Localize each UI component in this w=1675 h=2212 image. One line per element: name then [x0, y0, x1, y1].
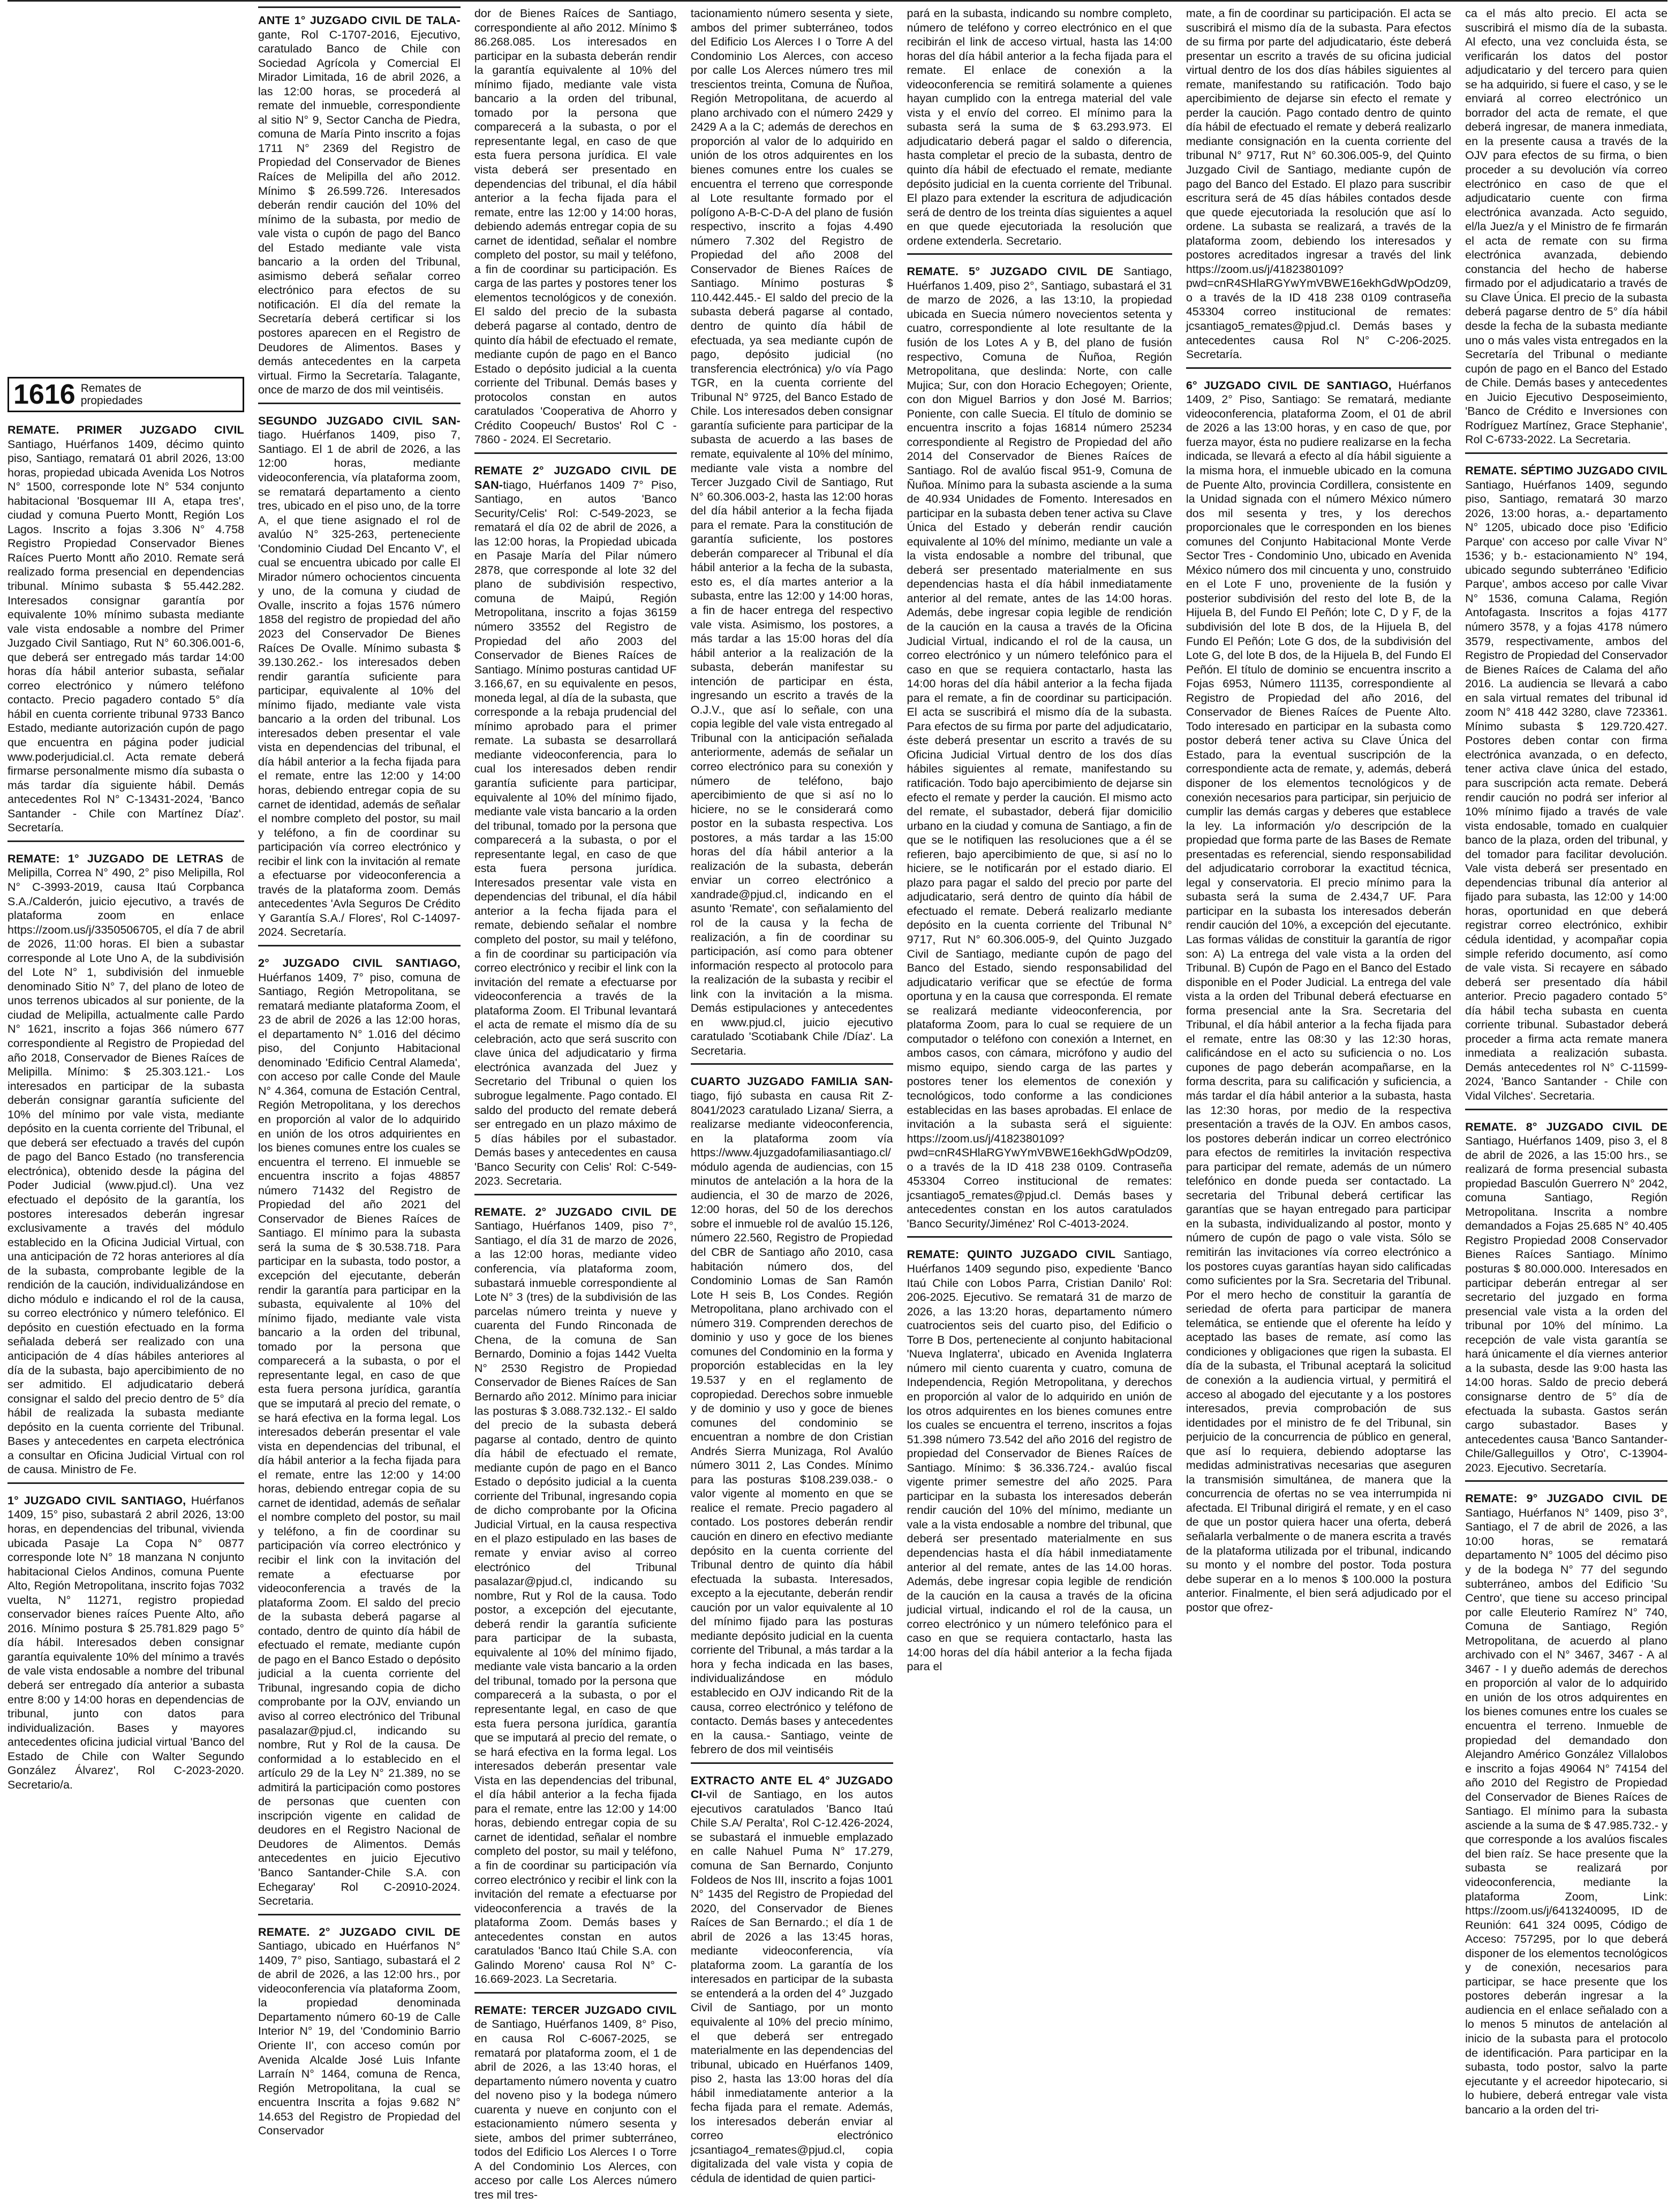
- notice-body: Santiago, Huérfanos N° 1409, piso 3°, Santiago, el 7 de abril de 2026, a las 10:00 horas, se rematará departamento N° 1005 del décimo piso y de la bodega N° 77 del segundo subterráneo, ambos del Edificio 'Su Centro', que tiene su acceso principal por calle Eleuterio Ramírez N° 740, Comuna de Santiago, Región Metropolitana, de acuerdo al plano archivado con el N° 3467, 3467 - A al 3467 - I y dueño además de derechos en proporción al valor de lo adquirido en unión de los otros adquirentes en los bienes comunes entre los cuales se encuentra el terreno. Inmueble de propiedad del demandado don Alejandro Américo González Villalobos e inscrito a fojas 49064 N° 74154 del año 2010 del Registro de Propiedad del Conservador de Bienes Raíces de Santiago. El mínimo para la subasta asciende a la suma de $ 47.985.732.- y que corresponde a los avalúos fiscales del bien raíz. Se hace presente que la subasta se realizará por videoconferencia, mediante la plataforma Zoom, Link: https://zoom.us/j/6413240095, ID de Reunión: 641 324 0095, Código de Acceso: 757295, por lo que deberá disponer de los elementos tecnológicos y de conexión, necesarios para participar, se hace presente que los postores deberán ingresar a la audiencia en el enlace señalado con a lo menos 5 minutos de antelación al inicio de la subasta para el protocolo de identificación. Para participar en la subasta, todo postor, salvo la parte ejecutante y el acreedor hipotecario, si lo hubiere, deberá entregar vale vista bancario a la orden del tri-: [1465, 1506, 1668, 2116]
- notice-body: Huérfanos 1409, 7° piso, comuna de Santiago, Región Metropolitana, se rematará mediante plataforma Zoom, el 23 de abril de 2026 a las 12:00 horas, el departamento N° 1.016 del décimo piso, del Conjunto Habitacional denominado 'Edificio Central Alameda', con acceso por calle Conde del Maule N° 4.364, comuna de Estación Central, Región Metropolitana, y los derechos en proporción al valor de lo adquirido en unión de los otros adquirientes en los bienes comunes entre los cuales se encuentra el terreno. El inmueble se encuentra inscrito a fojas 48857 número 71432 del Registro de Propiedad del año 2021 del Conservador de Bienes Raíces de Santiago. El mínimo para la subasta será la suma de $ 30.538.718. Para participar en la subasta, todo postor, a excepción del ejecutante, deberán rendir la garantía para participar en la subasta, equivalente al 10% del mínimo fijado, mediante vale vista bancario a la orden del tribunal, tomado por la persona que comparecerá a la subasta, o por el representante legal, en caso de que esta fuera persona jurídica, garantía que se imputará al precio del remate, o se hará efectiva en la forma legal. Los interesados deberán presentar el vale vista en dependencias del tribunal, el día hábil anterior a la fecha fijada para el remate, entre las 12:00 y 14:00 horas, debiendo entregar copia de su carnet de identidad, además de señalar el nombre completo del postor, su mail y teléfono, a fin de coordinar su participación vía correo electrónico y recibir el link con la invitación del remate a efectuarse por videoconferencia a través de la plataforma Zoom. El saldo del precio de la subasta deberá pagarse al contado, dentro de quinto día hábil de efectuado el remate, mediante cupón de pago en el Banco Estado o depósito judicial a la cuenta corriente del Tribunal, ingresando copia de dicho comprobante por la OJV, enviando un aviso al correo electrónico del Tribunal pasalazar@pjud.cl, indicando su nombre, Rut y Rol de la causa. De conformidad a lo establecido en el artículo 29 de la Ley N° 21.389, no se admitirá la participación como postores de personas que cuenten con inscripción vigente en calidad de deudores en el Registro Nacional de Deudores de Alimentos. Demás antecedentes en juicio Ejecutivo 'Banco Santander-Chile S.A. con Echegaray' Rol C-20910-2024. Secretaria.: [258, 971, 461, 1908]
- notice-body: Santiago, Huérfanos 1.409, piso 2°, Santiago, subastará el 31 de marzo de 2026, a las 13:10, la propiedad ubicada en Suecia número novecientos setenta y cuatro, correspondiente al lote resultante de la fusión de los Lotes A y B, del plano de fusión respectivo, Comuna de Ñuñoa, Región Metropolitana, que deslinda: Norte, con calle Mujica; Sur, con don Horacio Echegoyen; Oriente, con don Miguel Barrios y don José M. Barrios; Poniente, con calle Suecia. El título de dominio se encuentra inscrito a fojas 16814 número 25234 correspondiente al Registro de Propiedad del año 2014 del Conservador de Bienes Raíces de Santiago. Rol de avalúo fiscal 951-9, Comuna de Ñuñoa. Mínimo para la subasta asciende a la suma de 40.934 Unidades de Fomento. Interesados en participar en la subasta deben tener activa su Clave Única del Estado y deberán rendir caución equivalente al 10% del mínimo, mediante un vale a la vista endosable a nombre del tribunal, que deberá ser presentado materialmente en sus dependencias hasta el día hábil inmediatamente anterior al del remate, antes de las 14:00 horas. Además, debe ingresar copia legible de rendición de la caución en la causa a través de la Oficina Judicial Virtual, indicando el rol de la causa, un correo electrónico y un número telefónico para el caso en que se requiera contactarlo, hasta las 14:00 horas del día hábil anterior a la fecha fijada para el remate, a fin de coordinar su participación. El acta se suscribirá el mismo día de la subasta. Para efectos de su firma por parte del adjudicatario, éste deberá presentar un escrito a través de su Oficina Judicial Virtual dentro de los dos días hábiles siguientes al remate, manifestando su ratificación. Todo bajo apercibimiento de dejarse sin efecto el remate y perder la caución. El mismo acto del remate, el subastador, deberá fijar domicilio urbano en la ciudad y comuna de Santiago, a fin de que se le notifiquen las resoluciones que a él se refieren, bajo apercibimiento de que, si así no lo hiciere, se le notificarán por el estado diario. El plazo para pagar el saldo del precio por parte del adjudicatario, será dentro de quinto día hábil de efectuado el remate. Deberá realizarlo mediante depósito en la cuenta corriente del Tribunal N° 9717, Rut N° 60.306.005-9, del Quinto Juzgado Civil de Santiago, mediante cupón de pago del Banco del Estado, siendo responsabilidad del adjudicatario verificar que se efectúe de forma oportuna y en la causa que corresponda. El remate se realizará mediante videoconferencia, por plataforma Zoom, para lo cual se requiere de un computador o teléfono con conexión a Internet, en ambos casos, con cámara, micrófono y audio del mismo equipo, siendo carga de las partes y postores tener los elementos de conexión y tecnológicos, todo conforme a las condiciones establecidas en las bases aprobadas. El enlace de invitación a la subasta será el siguiente: https://zoom.us/j/4182380109?pwd=cnR4SHlaRGYwYmVBWE16ekhGdWpOdz09, o a través de la ID 418 238 0109. Contraseña 453304 Correo institucional de remates: jcsantiago5_remates@pjud.cl. Demás bases y antecedentes constan en los autos caratulados 'Banco Security/Jiménez' Rol C-4013-2024.: [907, 265, 1172, 1230]
- notice: [907, 264, 1172, 1238]
- column-4: [691, 6, 893, 2212]
- notice-body: de Santiago, Huérfanos 1409, 8° Piso, en causa Rol C-6067-2025, se rematará por plataforma zoom, el 1 de abril de 2026, a las 13:40 horas, el departamento número noventa y cuatro del noveno piso y la bodega número cuarenta y nueve en conjunto con el estacionamiento número sesenta y siete, ambos del primer subterráneo, todos del Edificio Los Alerces I o Torre A del Condominio Los Alerces, con acceso por calle Los Alerces número tres mil tres-: [474, 2018, 677, 2202]
- notice: [1465, 464, 1668, 1110]
- notice-body: Santiago, ubicado en Huérfanos N° 1409, 7° piso, Santiago, subastará el 2 de abril de 2026, a las 12:00 hrs., por videoconferencia vía plataforma Zoom, la propiedad denominada Departamento número 60-19 de Calle Interior N° 19, del 'Condominio Barrio Oriente II', con acceso común por Avenida Alcalde José Luis Infante Larraín N° 1464, comuna de Renca, Región Metropolitana, la cual se encuentra Inscrita a fojas 9.682 N° 14.653 del Registro de Propiedad del Conservador: [258, 1940, 461, 2138]
- notice-heading: REMATE: 1° JUZGADO DE LETRAS: [7, 852, 224, 865]
- notice-body: Santiago, Huérfanos 1409, décimo quinto piso, Santiago, rematará 01 abril 2026, 13:00 horas, propiedad ubicada Avenida Los Notros N° 1500, corresponde lote N° 534 conjunto habitacional 'Bosquemar III A, etapa tres', ciudad y comuna Puerto Montt, Región Los Lagos. Inscrito a fojas 3.306 N° 4.758 Registro Propiedad Conservador Bienes Raíces Puerto Montt año 2010. Remate será realizado forma presencial en dependencias tribunal. Mínimo subasta $ 55.442.282. Interesados consignar garantía por equivalente 10% mínimo subasta mediante vale vista endosable a nombre del Primer Juzgado Civil Santiago, Rut N° 60.306.001-6, que deberá ser entregado más tardar 14:00 horas día hábil anterior subasta, señalar correo electrónico y número teléfono contacto. Precio pagadero contado 5° día hábil en cuenta corriente tribunal 9733 Banco Estado, mediante autorización cupón de pago que encuentra en página poder judicial www.poderjudicial.cl. Acta remate deberá firmarse personalmente mismo día subasta o más tardar día siguiente hábil. Demás antecedentes Rol N° C-13431-2024, 'Banco Santander - Chile con Martínez Díaz'. Secretaría.: [7, 437, 244, 835]
- notice-body: vil de Santiago, en los autos ejecutivos caratulados 'Banco Itaú Chile S.A/ Peralta', Rol C-12.426-2024, se subastará el inmueble emplazado en calle Nahuel Puma N° 17.279, comuna de San Bernardo, Conjunto Foldeos de Nos III, inscrito a fojas 1001 N° 1435 del Registro de Propiedad del 2020, del Conservador de Bienes Raíces de San Bernardo.; el día 1 de abril de 2026 a las 13:45 horas, mediante videoconferencia, vía plataforma zoom. La garantía de los interesados en participar de la subasta se entenderá a la orden del 4° Juzgado Civil de Santiago, por un monto equivalente al 10% del precio mínimo, el que deberá ser entregado materialmente en las dependencias del tribunal, ubicado en Huérfanos 1409, piso 2, hasta las 13:00 horas del día hábil inmediatamente anterior a la fecha fijada para el remate. Además, los interesados deberán enviar al correo electrónico jcsantiago4_remates@pjud.cl, copia digitalizada del vale vista y copia de cédula de identidad de quien partici-: [690, 1788, 893, 2185]
- notice-body: Santiago, Huérfanos 1409, segundo piso, Santiago, rematará 30 marzo 2026, 13:00 horas, a.- departamento N° 1205, ubicado doce piso 'Edificio Parque' con acceso por calle Vivar N° 1536; y b.- estacionamiento N° 194, ubicado segundo subterráneo 'Edificio Parque', ambos acceso por calle Vivar N° 1536, comuna Calama, Región Antofagasta. Inscritos a fojas 4177 número 3578, y a fojas 4178 número 3579, respectivamente, ambos del Registro de Propiedad del Conservador de Bienes Raíces de Calama del año 2016. La audiencia se llevará a cabo en sala virtual remates del tribunal id zoom N° 418 442 3280, clave 723361. Mínimo subasta $ 129.720.427. Postores deben contar con firma electrónica avanzada, o en defecto, tener activa clave única del estado, para suscripción acta remate. Deberá rendir caución no podrá ser inferior al 10% mínimo fijado a través de vale vista endosable, tomado en cualquier banco de la plaza, orden del tribunal, y del tomador para facilitar devolución. Vale vista deberá ser presentado en dependencias tribunal día anterior al fijado para subasta, las 12:00 y 14:00 horas, oportunidad en que deberá registrar correo electrónico, exhibir cédula identidad, y acompañar copia simple referido documento, así como de vale vista. Si recayere en sábado deberá ser presentado día hábil anterior. Precio pagadero contado 5° día hábil techa subasta en cuenta corriente tribunal. Subastador deberá proceder a firma acta remate manera inmediata a realización subasta. Demás antecedentes rol N° C-11599-2024, 'Banco Santander - Chile con Vidal Vilches'. Secretaria.: [1465, 478, 1668, 1103]
- notice: [474, 2003, 677, 2202]
- notice-body: Huérfanos 1409, 15° piso, subastará 2 abril 2026, 13:00 horas, en dependencias del tribunal, vivienda ubicada Pasaje La Copa N° 0877 corresponde lote N° 18 manzana N conjunto habitacional Cielos Andinos, comuna Puente Alto, Región Metropolitana, inscrito fojas 7032 vuelta, N° 11271, registro propiedad conservador bienes raíces Puente Alto, año 2016. Mínimo postura $ 25.781.829 pago 5° día hábil. Interesados deben consignar garantía equivalente 10% del mínimo a través de vale vista endosable a nombre del tribunal deberá ser entregado día anterior a subasta entre 8:00 y 14:00 horas en dependencias de tribunal, junto con datos para individualización. Bases y mayores antecedentes oficina judicial virtual 'Banco del Estado de Chile con Walter Segundo González Álvarez', Rol C-2023-2020. Secretario/a.: [7, 1494, 244, 1791]
- notice-heading: SEGUNDO JUZGADO CIVIL SAN-: [258, 414, 461, 427]
- notice-body: tiago. Huérfanos 1409, piso 7, Santiago. El 1 de abril de 2026, a las 12:00 horas, mediante videoconferencia, vía plataforma zoom, se rematará departamento a ciento tres, ubicado en el piso uno, de la torre A, el que tiene asignado el rol de avalúo N° 325-263, perteneciente 'Condominio Ciudad Del Encanto V', el cual se encuentra ubicado por calle El Mirador número ochocientos cincuenta y uno, de la comuna y ciudad de Ovalle, inscrito a fojas 1576 número 1858 del registro de propiedad del año 2023 del Conservador De Bienes Raíces De Ovalle. Mínimo subasta $ 39.130.262.- los interesados deben rendir garantía suficiente para participar, equivalente al 10% del mínimo fijado, mediante vale vista bancario a la orden del tribunal. Los interesados deben presentar el vale vista en dependencias del tribunal, el día hábil anterior a la fecha fijada para el remate, entre las 12:00 y 14:00 horas, debiendo entregar copia de su carnet de identidad, además de señalar el nombre completo del postor, su mail y teléfono, a fin de coordinar su participación vía correo electrónico y recibir el link con la invitación al remate a efectuarse por videoconferencia a través de la plataforma zoom. Demás antecedentes 'Avla Seguros De Crédito Y Garantía S.A./ Flores', Rol C-14097-2024. Secretaría.: [258, 428, 461, 939]
- notice: [691, 6, 893, 1065]
- notice: [1465, 1491, 1668, 2117]
- notice-body: pará en la subasta, indicando su nombre completo, número de teléfono y correo electrónico en el que recibirán el link de acceso virtual, hasta las 14:00 horas del día hábil anterior a la fecha fijada para el remate. El enlace de conexión a la videoconferencia se remitirá solamente a quienes hayan cumplido con la entrega material del vale vista y el envío del correo. El mínimo para la subasta será la suma de $ 63.293.973. El adjudicatario deberá pagar el saldo o diferencia, hasta completar el precio de la subasta, dentro de quinto día hábil de efectuado el remate, mediante depósito judicial en la cuenta corriente del Tribunal. El plazo para extender la escritura de adjudicación será de dentro de los treinta días siguientes a aquel en que quede ejecutoriada la resolución que ordene extenderla. Secretario.: [907, 7, 1172, 247]
- notice-body: de Melipilla, Correa N° 490, 2° piso Melipilla, Rol N° C-3993-2019, causa Itaú Corpbanca S.A./Calderón, juicio ejecutivo, a través de plataforma zoom en enlace https://zoom.us/j/3350506705, el día 7 de abril de 2026, 11:00 horas. El bien a subastar corresponde al Lote Uno A, de la subdivisión del Lote N° 1, subdivisión del inmueble denominado Sitio N° 7, del plano de loteo de unos terrenos ubicados al sur poniente, de la ciudad de Melipilla, actualmente calle Pardo N° 1621, inscrito a fojas 366 número 677 correspondiente al Registro de Propiedad del año 2018, Conservador de Bienes Raíces de Melipilla. Mínimo: $ 25.303.121.- Los interesados en participar de la subasta deberán consignar garantía suficiente del 10% del mínimo por vale vista, mediante depósito en la cuenta corriente del Tribunal, el que deberá ser efectuado a través del cupón de pago del Banco Estado (no transferencia electrónica), obtenido desde la página del Poder Judicial (www.pjud.cl). Una vez efectuado el depósito de la garantía, los postores interesados deberán ingresar exclusivamente a través del módulo establecido en la Oficina Judicial Virtual, con una anticipación de 72 horas anteriores al día de la subasta, comprobante legible de la rendición de la caución, individualizándose en dicho módulo e indicando el rol de la causa, su correo electrónico y número telefónico. El depósito en cuestión efectuado en la forma señalada deberá ser realizado con una anticipación de 4 días hábiles anteriores al día de la subasta, bajo apercibimiento de no ser admitido. El adjudicatario deberá consignar el saldo del precio dentro de 5° día hábil de realizada la subasta mediante depósito en la cuenta corriente del Tribunal. Bases y antecedentes en carpeta electrónica a consultar en Oficina Judicial Virtual con rol de causa. Ministro de Fe.: [7, 852, 245, 1476]
- notice: [258, 6, 461, 404]
- notice-heading: REMATE: 9° JUZGADO CIVIL DE: [1465, 1492, 1668, 1505]
- column-2: [258, 6, 461, 2212]
- column-1: [7, 6, 244, 2212]
- notice-heading: 6° JUZGADO CIVIL DE SANTIAGO,: [1186, 378, 1392, 392]
- notice: [474, 6, 677, 454]
- notice-body: Huérfanos 1409, 2° Piso, Santiago: Se rematará, mediante videoconferencia, plataforma Zoom, el 01 de abril de 2026 a las 13:00 horas, y en caso de que, por fuerza mayor, ésta no pudiere realizarse en la fecha indicada, se llevará a efecto al día hábil siguiente a la misma hora, el inmueble ubicado en la comuna de Puente Alto, provincia Cordillera, consistente en la Unidad signada con el número México número dos mil sesenta y tres, y los derechos proporcionales que le corresponden en los bienes comunes del Conjunto Habitacional Monte Verde Sector Tres - Condominio Uno, ubicado en Avenida México número dos mil cincuenta y uno, construido en el Lote F uno, proveniente de la fusión y posterior subdivisión del resto del lote B, de la Hijuela B, del Fundo El Peñón; lote C, D y F, de la subdivisión del lote B dos, de la Hijuela B, del Fundo El Peñón; Lote G dos, de la subdivisión del Lote G, del lote B dos, de la Hijuela B, del Fundo El Peñón. El título de dominio se encuentra inscrito a Fojas 6953, Número 11135, correspondiente al Registro de Propiedad del año 2016, del Conservador de Bienes Raíces de Puente Alto. Todo interesado en participar en la subasta como postor deberá tener activa su Clave Única del Estado, para la eventual suscripción de la correspondiente acta de remate, y, además, deberá disponer de los elementos tecnológicos y de conexión necesarios para participar, sin perjuicio de cumplir las demás cargas y deberes que establece la ley. La información y/o descripción de la propiedad que forma parte de las Bases de Remate presentadas es referencial, siendo responsabilidad del adjudicatario corroborar la exactitud técnica, legal y conservatoria. El precio mínimo para la subasta será la suma de 2.434,7 UF. Para participar en la subasta los interesados deberán rendir caución del 10%, a excepción del ejecutante. Las formas válidas de constituir la garantía de rigor son: A) La entrega del vale vista a la orden del Tribunal. B) Cupón de Pago en el Banco del Estado disponible en el Poder Judicial. La entrega del vale vista a la orden del Tribunal deberá efectuarse en forma presencial ante la Sra. Secretaria del Tribunal, el día hábil anterior a la fecha fijada para el remate, entre las 08:30 y las 12:30 horas, calificándose en el acto su suficiencia o no. Los cupones de pago deberán acompañarse, en la forma descrita, para su calificación y suficiencia, a más tardar el día hábil anterior a la subasta, hasta las 12:30 horas, por medio de la respectiva presentación a través de la OJV. En ambos casos, los postores deberán indicar un correo electrónico para efectos de remitirles la invitación respectiva para participar del remate, además de un número telefónico en donde pueda ser contactado. La secretaria del Tribunal deberá certificar las garantías que se hayan entregado para participar en la subasta, individualizando al postor, monto y número de cupón de pago o vale vista. Sólo se remitirán las invitaciones vía correo electrónico a los postores cuyas garantías hayan sido calificadas como suficientes por la Sra. Secretaria del Tribunal. Por el mero hecho de constituir la garantía de seriedad de oferta para participar de manera telemática, se entiende que el oferente ha leído y aceptado las bases de remate, así como las condiciones y obligaciones que rigen la subasta. El día de la subasta, el Tribunal aceptará la solicitud de conexión a la audiencia virtual, y permitirá el acceso al abogado del ejecutante y a los postores interesados, previa comprobación de sus identidades por el ministro de fe del Tribunal, sin perjuicio de la concurrencia de público en general, que así lo requiera, debiendo adoptarse las medidas administrativas necesarias que aseguren la transmisión simultánea, de manera que la concurrencia de ofertas no se vea interrumpida ni afectada. El Tribunal dirigirá el remate, y en el caso de que un postor quiera hacer una oferta, deberá señalarla verbalmente o de manera escrita a través de la plataforma utilizada por el tribunal, indicando su monto y el nombre del postor. Toda postura debe superar en a lo menos $ 100.000 la postura anterior. Finalmente, el bien será adjudicado por el postor que ofrez-: [1186, 378, 1452, 1614]
- column-grid: [7, 6, 1668, 2202]
- section-label: Remates de propiedades: [80, 382, 143, 407]
- notice: [7, 423, 244, 842]
- notice-body: tacionamiento número sesenta y siete, ambos del primer subterráneo, todos del Edificio Los Alerces I o Torre A del Condominio Los Alerces, con acceso por calle Los Alerces número tres mil trescientos treinta, Comuna de Ñuñoa, Región Metropolitana, de acuerdo al plano archivado con el número 2429 y 2429 A a la C; además de derechos en proporción al valor de lo adquirido en unión de los otros adquirentes en los bienes comunes entre los cuales se encuentra el terreno que corresponde al Lote resultante formado por el polígono A-B-C-D-A del plano de fusión respectivo, inscrito a fojas 4.490 número 7.302 del Registro de Propiedad del año 2008 del Conservador de Bienes Raíces de Santiago. Mínimo posturas $ 110.442.445.- El saldo del precio de la subasta deberá pagarse al contado, dentro de quinto día hábil de efectuada, ya sea mediante cupón de pago, depósito judicial (no transferencia electrónica) y/o vía Pago TGR, en la cuenta corriente del Tribunal N° 9725, del Banco Estado de Chile. Los interesados deben consignar garantía suficiente para participar de la subasta de acuerdo a las bases de remate, equivalente al 10% del mínimo, mediante vale vista a nombre del Tercer Juzgado Civil de Santiago, Rut N° 60.306.003-2, hasta las 12:00 horas del día hábil anterior a la fecha fijada para el remate. Para la constitución de garantía suficiente, los postores deberán comparecer al Tribunal el día hábil anterior a la fecha de la subasta, esto es, el día martes anterior a la subasta, entre las 12:00 y 14:00 horas, a fin de hacer entrega del respectivo vale vista. Asimismo, los postores, a más tardar a las 15:00 horas del día hábil anterior a la realización de la subasta, deberán manifestar su intención de participar en ésta, ingresando un escrito a través de la O.J.V., que así lo señale, con una copia legible del vale vista entregado al Tribunal con la anticipación señalada anteriormente, además de señalar un correo electrónico para su conexión y número de teléfono, bajo apercibimiento de que si así no lo hiciere, no se le considerará como postor en la subasta respectiva. Los postores, a más tardar a las 15:00 horas del día hábil anterior a la realización de la subasta, deberán enviar un correo electrónico a xandrade@pjud.cl, indicando en el asunto 'Remate', con señalamiento del rol de la causa y la fecha de realización, a fin de coordinar su participación, así como para obtener información respecto al protocolo para la realización de la subasta y recibir el link con la invitación a la misma. Demás estipulaciones y antecedentes en www.pjud.cl, juicio ejecutivo caratulado 'Scotiabank Chile /Díaz'. La Secretaria.: [690, 7, 893, 1057]
- notice-heading: EXTRACTO ANTE EL 4° JUZGADO CI-: [690, 1774, 893, 1801]
- notice-heading: 2° JUZGADO CIVIL SANTIAGO,: [258, 957, 461, 969]
- column-6: [1186, 6, 1451, 2212]
- section-code: 1616: [13, 379, 76, 410]
- notice-heading: 1° JUZGADO CIVIL SANTIAGO,: [7, 1494, 186, 1507]
- notice: [474, 1205, 677, 1994]
- notice: [1465, 6, 1668, 454]
- notice: [258, 414, 461, 946]
- notice-heading: REMATE. PRIMER JUZGADO CIVIL: [7, 423, 244, 436]
- notice: [907, 6, 1172, 255]
- notice-body: Santiago, Huérfanos 1409, piso 3, el 8 de abril de 2026, a las 15:00 hrs., se realizará de forma presencial subasta propiedad Basculón Guerrero N° 2042, comuna Santiago, Región Metropolitana. Inscrita a nombre demandados a Fojas 25.685 N° 40.405 Registro Propiedad 2008 Conservador Bienes Raíces Santiago. Mínimo posturas $ 80.000.000. Interesados en participar deberán entregar al ser secretario del juzgado en forma presencial vale vista a la orden del tribunal por 10% del mínimo. La recepción de vale vista garantía se hará únicamente el día viernes anterior a la subasta, desde las 9:00 hasta las 14:00 horas. Saldo de precio deberá consignarse dentro de 5° día de efectuada la subasta. Gastos serán cargo subastador. Bases y antecedentes causa 'Banco Santander-Chile/Galleguillos y Otro', C-13904-2023. Ejecutivo. Secretaría.: [1465, 1134, 1668, 1474]
- column-7: [1465, 6, 1668, 2212]
- notice: [1186, 6, 1451, 369]
- notice-body: mate, a fin de coordinar su participación. El acta se suscribirá el mismo día de la subasta. Para efectos de su firma por parte del adjudicatario, éste deberá presentar un escrito a través de su oficina judicial virtual dentro de los dos días hábiles siguientes al remate, manifestando su ratificación. Todo bajo apercibimiento de dejarse sin efecto el remate y perder la caución. Pago contado dentro de quinto día hábil de efectuado el remate y deberá realizarlo mediante consignación en la cuenta corriente del tribunal N° 9717, Rut N° 60.306.005-9, del Quinto Juzgado Civil de Santiago, mediante cupón de pago del Banco del Estado. El plazo para suscribir escritura será de 45 días hábiles contados desde que quede ejecutoriada la resolución que así lo ordene. La subasta se realizará, a través de la plataforma zoom, debiendo los interesados y postores acreditados ingresar a través del link https://zoom.us/j/4182380109?pwd=cnR4SHlaRGYwYmVBWE16ekhGdWpOdz09, o a través de la ID 418 238 0109 contraseña 453304 correo institucional de remates: jcsantiago5_remates@pjud.cl. Demás bases y antecedentes causa Rol N° C-206-2025. Secretaría.: [1186, 7, 1452, 361]
- notice-body: tiago, Huérfanos 1409 7° Piso, Santiago, en autos 'Banco Security/Celis' Rol: C-549-2023, se rematará el día 02 de abril de 2026, a las 12:00 horas, la Propiedad ubicada en Pasaje María del Pilar número 2878, que corresponde al lote 32 del plano de subdivisión respectivo, comuna de Maipú, Región Metropolitana, inscrito a fojas 36159 número 33552 del Registro de Propiedad del año 2003 del Conservador de Bienes Raíces de Santiago. Mínimo posturas cantidad UF 3.166,67, en su equivalente en pesos, moneda legal, al día de la subasta, que corresponde a la rebaja prudencial del mínimo aprobado para el primer remate. La subasta se desarrollará mediante videoconferencia, para lo cual los interesados deben rendir garantía suficiente para participar, equivalente al 10% del mínimo fijado, mediante vale vista bancario a la orden del tribunal, tomado por la persona que comparecerá a la subasta, o por el representante legal, en caso de que esta fuera persona jurídica. Interesados presentar vale vista en dependencias del tribunal, el día hábil anterior a la fecha fijada para el remate, debiendo señalar el nombre completo del postor, su mail y teléfono, a fin de coordinar su participación vía correo electrónico y recibir el link con la invitación del remate a efectuarse por videoconferencia a través de la plataforma Zoom. El Tribunal levantará el acta de remate el mismo día de su celebración, acto que será suscrito con clave única del adjudicatario y firma electrónica avanzada del Juez y Secretario del Tribunal o quien los subrogue legalmente. Pago contado. El saldo del producto del remate deberá ser entregado en un plazo máximo de 5 días hábiles por el subastador. Demás bases y antecedentes en causa 'Banco Security con Celis' Rol: C-549-2023. Secretaria.: [474, 478, 677, 1188]
- notice-heading: REMATE: QUINTO JUZGADO CIVIL: [907, 1248, 1116, 1261]
- notice-heading: CUARTO JUZGADO FAMILIA SAN-: [690, 1075, 893, 1088]
- column-3: [474, 6, 677, 2212]
- notice: [691, 1774, 893, 2186]
- notice-heading: ANTE 1° JUZGADO CIVIL DE TALA-: [258, 14, 461, 27]
- notice: [258, 956, 461, 1915]
- notice-body: gante, Rol C-1707-2016, Ejecutivo, caratulado Banco de Chile con Sociedad Agrícola y Comercial El Mirador Limitada, 16 de abril 2026, a las 12:00 horas, se procederá al remate del inmueble, correspondiente al sitio N° 9, Sector Cancha de Piedra, comuna de María Pinto inscrito a fojas 1711 N° 2369 del Registro de Propiedad del Conservador de Bienes Raíces de Melipilla del año 2012. Mínimo $ 26.599.726. Interesados deberán rendir caución del 10% del mínimo de la subasta, por medio de vale vista o cupón de pago del Banco del Estado mediante vale vista bancario a la orden del Tribunal, asimismo deberá señalar correo electrónico para efectos de su notificación. El día del remate la Secretaría deberá certificar si los postores aparecen en el Registro de Deudores de Alimentos. Bases y demás antecedentes en la carpeta virtual. Firmo la Secretaría. Talagante, once de marzo de dos mil veintiséis.: [258, 28, 461, 397]
- notice-body: Santiago, Huérfanos 1409, piso 7°, Santiago, el día 31 de marzo de 2026, a las 12:00 horas, mediante video conferencia, vía plataforma zoom, subastará inmueble correspondiente al Lote N° 3 (tres) de la subdivisión de las parcelas número treinta y nueve y cuarenta del Fundo Rinconada de Chena, de la comuna de San Bernardo, Dominio a fojas 1442 Vuelta N° 2530 Registro de Propiedad Conservador de Bienes Raíces de San Bernardo año 2012. Mínimo para iniciar las posturas $ 3.088.732.132.- El saldo del precio de la subasta deberá pagarse al contado, dentro de quinto día hábil de efectuado el remate, mediante cupón de pago en el Banco Estado o depósito judicial a la cuenta corriente del Tribunal, ingresando copia de dicho comprobante por la Oficina Judicial Virtual, en la causa respectiva en el plazo estipulado en las bases de remate y enviar aviso al correo electrónico del Tribunal pasalazar@pjud.cl, indicando su nombre, Rut y Rol de la causa. Todo postor, a excepción del ejecutante, deberá rendir la garantía suficiente para participar de la subasta, equivalente al 10% del mínimo fijado, mediante vale vista bancario a la orden del tribunal, tomado por la persona que comparecerá a la subasta, o por el representante legal, en caso de que esta fuera persona jurídica, garantía que se imputará al precio del remate, o se hará efectiva en la forma legal. Los interesados deberán presentar vale Vista en las dependencias del tribunal, el día hábil anterior a la fecha fijada para el remate, entre las 12:00 y 14:00 horas, debiendo entregar copia de su carnet de identidad, señalar el nombre completo del postor, su mail y teléfono, a fin de coordinar su participación vía correo electrónico y recibir el link con la invitación del remate a efectuarse por videoconferencia a través de la plataforma Zoom. Demás bases y antecedentes constan en autos caratulados 'Banco Itaú Chile S.A. con Galindo Moreno' causa Rol N° C-16.669-2023. La Secretaria.: [474, 1219, 677, 1986]
- notice-heading: REMATE 2° JUZGADO CIVIL DE SAN-: [474, 464, 677, 491]
- column-5: [907, 6, 1172, 2212]
- notice: [907, 1247, 1172, 1673]
- notice: [474, 464, 677, 1195]
- notice-heading: REMATE. 8° JUZGADO CIVIL DE: [1465, 1120, 1668, 1133]
- notice-heading: REMATE. SÉPTIMO JUZGADO CIVIL: [1465, 464, 1668, 477]
- notice: [1465, 1120, 1668, 1482]
- notice: [7, 1494, 244, 1792]
- notice-heading: REMATE. 2° JUZGADO CIVIL DE: [474, 1205, 677, 1218]
- notice-heading: REMATE: TERCER JUZGADO CIVIL: [474, 2003, 677, 2017]
- notice-heading: REMATE. 2° JUZGADO CIVIL DE: [258, 1925, 461, 1938]
- notice: [691, 1074, 893, 1763]
- notice-body: Santiago, Huérfanos 1409 segundo piso, expediente 'Banco Itaú Chile con Lobos Parra, Cristian Danilo' Rol: 206-2025. Ejecutivo. Se rematará 31 de marzo de 2026, a las 13:20 horas, departamento número cuatrocientos seis del cuarto piso, del Edificio o Torre B Dos, perteneciente al conjunto habitacional 'Nueva Inglaterra', ubicado en Avenida Inglaterra número mil ciento cuarenta y cuatro, comuna de Independencia, Región Metropolitana, y derechos en proporción al valor de lo adquirido en unión de los otros adquirentes en los bienes comunes entre los cuales se encuentra el terreno, inscritos a fojas 51.398 número 73.542 del año 2016 del registro de propiedad del Conservador de Bienes Raíces de Santiago. Mínimo: $ 36.336.724.- avalúo fiscal vigente primer semestre del año 2025. Para participar en la subasta los interesados deberán rendir caución del 10% del mínimo, mediante un vale a la vista endosable a nombre del tribunal, que deberá ser presentado materialmente en sus dependencias hasta el día hábil inmediatamente anterior al del remate, antes de las 14.00 horas. Además, debe ingresar copia legible de rendición de la caución en la causa a través de la oficina judicial virtual, indicando el rol de la causa, un correo electrónico y un número telefónico para el caso en que se requiera contactarlo, hasta las 14:00 horas del día hábil anterior a la fecha fijada para el: [907, 1248, 1172, 1673]
- section-header-box: [7, 377, 244, 412]
- notice-body: ca el más alto precio. El acta se suscribirá el mismo día de la subasta. Al efecto, una vez concluida ésta, se verificarán los datos del postor adjudicatario y del tercero para quien se ha adquirido, si fuere el caso, y se le enviará al correo electrónico un borrador del acta de remate, el que deberá ingresar, de manera inmediata, en la presente causa a través de la OJV para efectos de su firma, o bien proceder a su devolución vía correo electrónico en caso de que el adjudicatario cuente con firma electrónica avanzada. Acto seguido, el/la Juez/a y el Ministro de fe firmarán el acta de remate con su firma electrónica avanzada, debiendo constancia del hecho de haberse firmado por el adjudicatario a través de su Clave Única. El precio de la subasta deberá pagarse dentro de 5° día hábil desde la fecha de la subasta mediante uno o más vales vista entregados en la Secretaría del Tribunal o mediante cupón de pago en el Banco del Estado de Chile. Demás bases y antecedentes en Juicio Ejecutivo Desposeimiento, 'Banco de Crédito e Inversiones con Rodríguez Martínez, Grace Stephanie', Rol C-6733-2022. La Secretaria.: [1465, 7, 1668, 446]
- top-rule: [7, 0, 1668, 2]
- notice: [7, 852, 244, 1484]
- notice: [258, 1925, 461, 2138]
- notice-body: dor de Bienes Raíces de Santiago, correspondiente al año 2012. Mínimo $ 86.268.085. Los interesados en participar en la subasta deberán rendir la garantía equivalente al 10% del mínimo fijado, mediante vale vista bancario a la orden del tribunal, tomado por la persona que comparecerá a la subasta, o por el representante legal, en caso de que esta fuera persona jurídica. El vale vista deberá ser presentado en dependencias del tribunal, el día hábil anterior a la fecha fijada para el remate, entre las 12:00 y 14:00 horas, debiendo además entregar copia de su carnet de identidad, señalar el nombre completo del postor, su mail y teléfono, a fin de coordinar su participación. Es carga de las partes y postores tener los elementos tecnológicos y de conexión. El saldo del precio de la subasta deberá pagarse al contado, dentro de quinto día hábil de efectuado el remate, mediante cupón de pago en el Banco Estado o depósito judicial a la cuenta corriente del Tribunal. Demás bases y protocolos constan en autos caratulados 'Cooperativa de Ahorro y Crédito Coopeuch/ Bustos' Rol C - 7860 - 2024. El Secretario.: [474, 7, 677, 446]
- notice: [1186, 378, 1451, 1615]
- notice-heading: REMATE. 5° JUZGADO CIVIL DE: [907, 265, 1114, 278]
- notice-body: tiago, fijó subasta en causa Rit Z-8041/2023 caratulado Lizana/ Sierra, a realizarse mediante videoconferencia, en la plataforma zoom vía https://www.4juzgadofamiliasantiago.cl/ módulo agenda de audiencias, con 15 minutos de antelación a la hora de la audiencia, el 30 de marzo de 2026, 12:00 horas, del 50 de los derechos sobre el inmueble rol de avalúo 15.126, número 22.560, Registro de Propiedad del CBR de Santiago año 2010, casa habitación número dos, del Condominio Lomas de San Ramón Lote H seis B, Los Condes. Región Metropolitana, plano archivado con el número 319. Comprenden derechos de dominio y uso y goce de los bienes comunes del Condominio en la forma y proporción establecidas en la ley 19.537 y en el reglamento de copropiedad. Derechos sobre inmueble y de dominio y uso y goce de bienes comunes del condominio se encuentran a nombre de don Cristian Andrés Sierra Munizaga, Rol Avalúo número 3011 2, Las Condes. Mínimo para las posturas $108.239.038.- o valor vigente al momento en que se realice el remate. Precio pagadero al contado. Los postores deberán rendir caución en dinero en efectivo mediante depósito en la cuenta corriente del Tribunal dentro de quinto día hábil efectuada la subasta. Interesados, excepto a la ejecutante, deberán rendir caución por un valor equivalente al 10 del mínimo fijado para las posturas mediante depósito judicial en la cuenta corriente del Tribunal, a más tardar a la hora y fecha indicada en las bases, individualizándose en módulo establecido en OJV indicando Rit de la causa, correo electrónico y teléfono de contacto. Demás bases y antecedentes en la causa.- Santiago, veinte de febrero de dos mil veintiséis: [690, 1089, 893, 1756]
